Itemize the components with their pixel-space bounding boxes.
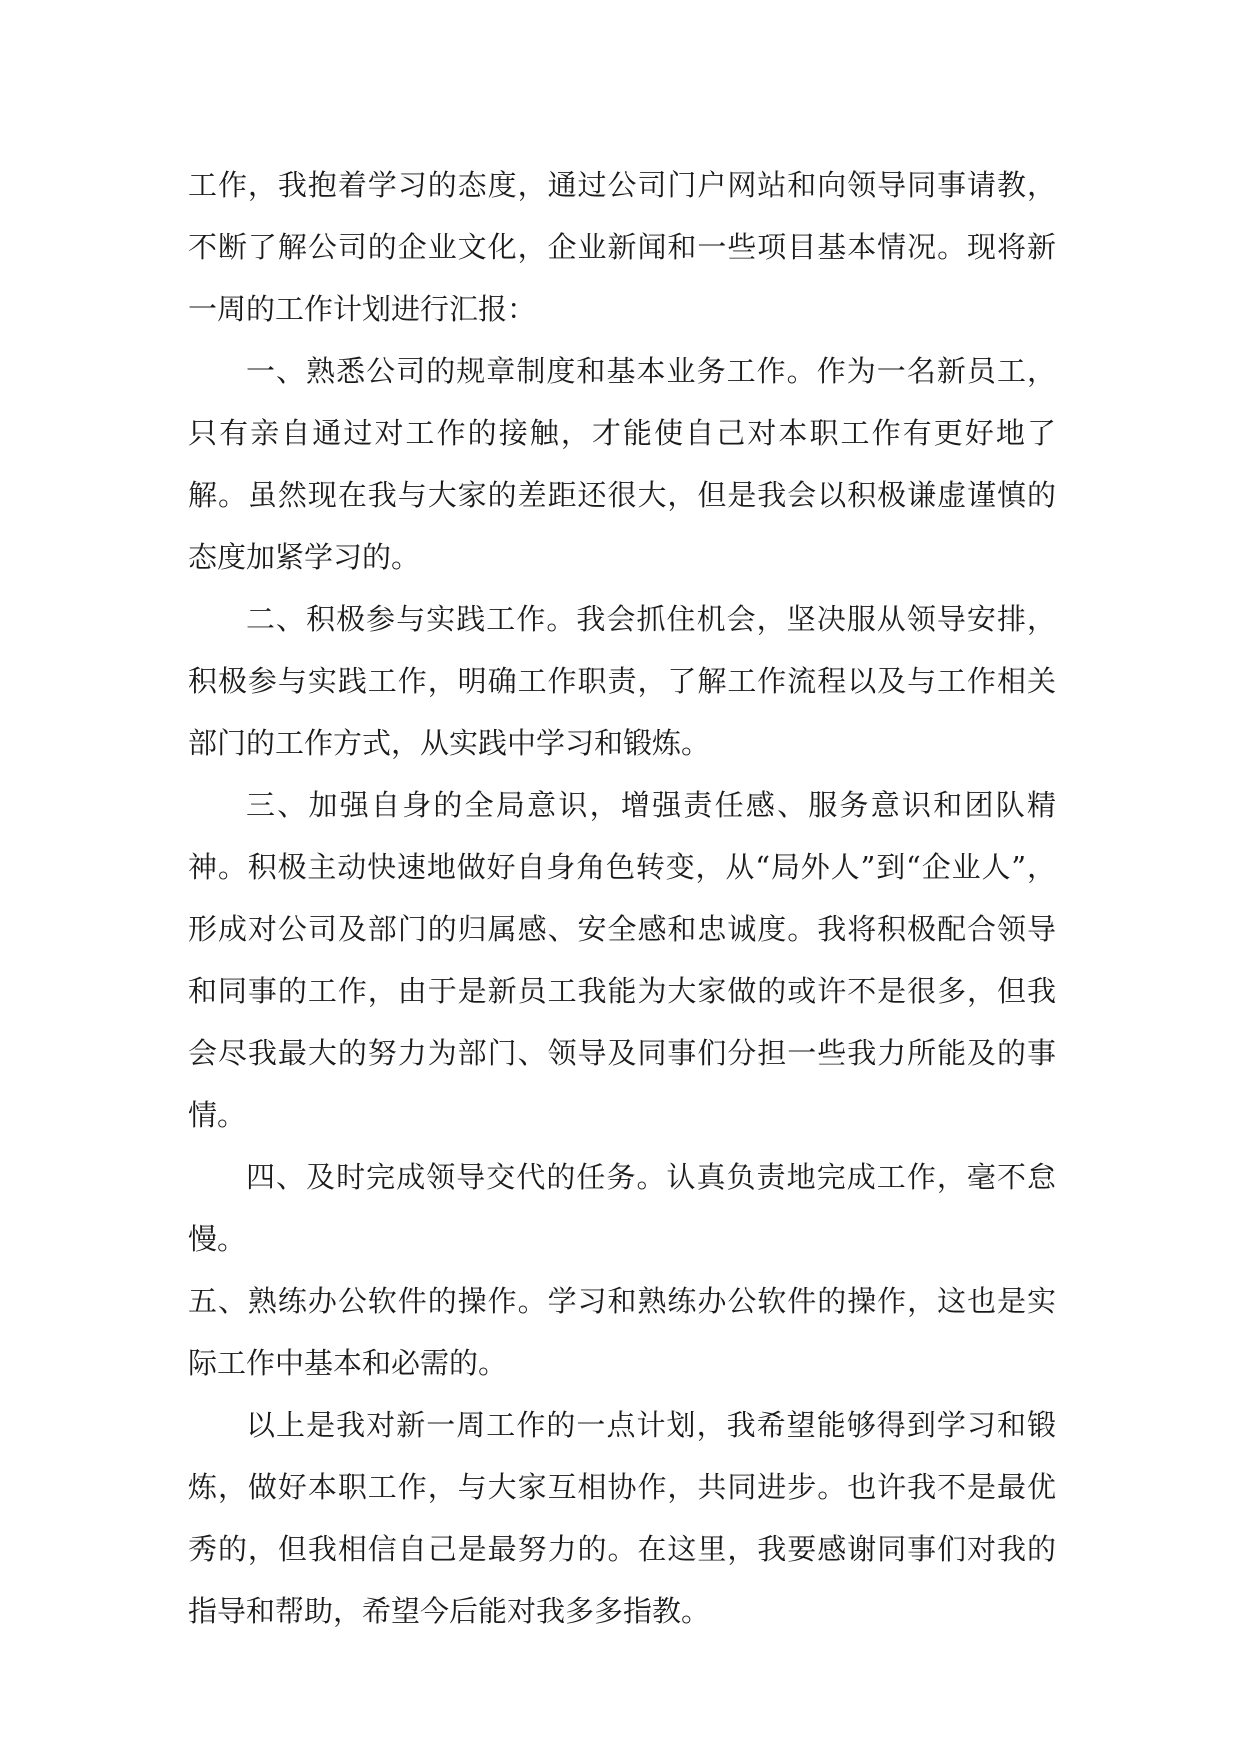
paragraph-item-2: 二、积极参与实践工作。我会抓住机会，坚决服从领导安排，积极参与实践工作，明确工作职责，了解工作流程以及与工作相关部门的工作方式，从实践中学习和锻炼。: [188, 602, 1056, 760]
paragraph-item-1: 一、熟悉公司的规章制度和基本业务工作。作为一名新员工，只有亲自通过对工作的接触，才能使自己对本职工作有更好地了解。虽然现在我与大家的差距还很大，但是我会以积极谦虚谨慎的态度加紧学习的。: [188, 354, 1056, 574]
paragraph-item-5: 五、熟练办公软件的操作。学习和熟练办公软件的操作，这也是实际工作中基本和必需的。: [188, 1284, 1056, 1380]
document-body: [188, 154, 1056, 1642]
paragraph-conclusion: 以上是我对新一周工作的一点计划，我希望能够得到学习和锻炼，做好本职工作，与大家互相协作，共同进步。也许我不是最优秀的，但我相信自己是最努力的。在这里，我要感谢同事们对我的指导和帮助，希望今后能对我多多指教。: [188, 1408, 1056, 1628]
paragraph-intro: 工作，我抱着学习的态度，通过公司门户网站和向领导同事请教，不断了解公司的企业文化，企业新闻和一些项目基本情况。现将新一周的工作计划进行汇报：: [188, 168, 1056, 326]
paragraph-item-4: 四、及时完成领导交代的任务。认真负责地完成工作，毫不怠慢。: [188, 1160, 1056, 1256]
paragraph-item-3: 三、加强自身的全局意识，增强责任感、服务意识和团队精神。积极主动快速地做好自身角色转变，从“局外人”到“企业人”，形成对公司及部门的归属感、安全感和忠诚度。我将积极配合领导和同事的工作，由于是新员工我能为大家做的或许不是很多，但我会尽我最大的努力为部门、领导及同事们分担一些我力所能及的事情。: [188, 788, 1056, 1132]
